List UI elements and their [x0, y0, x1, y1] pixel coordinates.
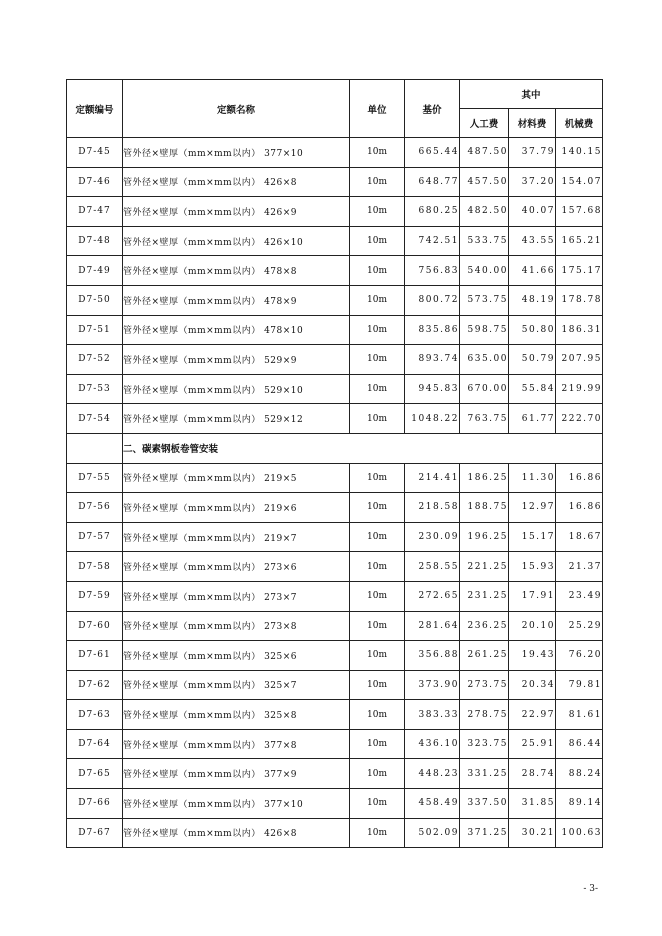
cell-material: 30.21: [509, 818, 556, 848]
cell-name: 管外径×壁厚（mm×mm以内） 325×7: [123, 670, 350, 700]
cell-machine: 186.31: [556, 315, 603, 345]
cell-base-price: 272.65: [405, 581, 460, 611]
cell-labor: 186.25: [460, 463, 509, 493]
cell-code: D7-47: [67, 197, 123, 227]
section-header-row-group: [67, 433, 603, 463]
header-code: 定额编号: [67, 80, 123, 138]
cell-machine: 88.24: [556, 759, 603, 789]
cell-machine: 86.44: [556, 729, 603, 759]
cell-base-price: 945.83: [405, 374, 460, 404]
cell-name: 管外径×壁厚（mm×mm以内） 478×9: [123, 285, 350, 315]
cell-base-price: 502.09: [405, 818, 460, 848]
cell-labor: 331.25: [460, 759, 509, 789]
cell-material: 61.77: [509, 404, 556, 434]
cell-name: 管外径×壁厚（mm×mm以内） 529×9: [123, 345, 350, 375]
cell-labor: 188.75: [460, 493, 509, 523]
cell-material: 43.55: [509, 226, 556, 256]
cell-base-price: 742.51: [405, 226, 460, 256]
cell-name: 管外径×壁厚（mm×mm以内） 325×8: [123, 700, 350, 730]
cell-code: D7-55: [67, 463, 123, 493]
cell-base-price: 373.90: [405, 670, 460, 700]
header-material: 材料费: [509, 109, 556, 138]
cell-labor: 573.75: [460, 285, 509, 315]
cell-material: 28.74: [509, 759, 556, 789]
table-row: [67, 404, 603, 434]
table-row: [67, 759, 603, 789]
cell-material: 22.97: [509, 700, 556, 730]
table-row: [67, 581, 603, 611]
cell-material: 11.30: [509, 463, 556, 493]
cell-unit: 10m: [350, 641, 405, 671]
table-row: [67, 700, 603, 730]
cell-name: 管外径×壁厚（mm×mm以内） 325×6: [123, 641, 350, 671]
cell-labor: 533.75: [460, 226, 509, 256]
cell-code: D7-56: [67, 493, 123, 523]
cell-material: 20.10: [509, 611, 556, 641]
cell-base-price: 230.09: [405, 522, 460, 552]
cell-machine: 16.86: [556, 463, 603, 493]
cell-name: 管外径×壁厚（mm×mm以内） 426×10: [123, 226, 350, 256]
cell-material: 50.80: [509, 315, 556, 345]
cell-code: D7-52: [67, 345, 123, 375]
cell-machine: 219.99: [556, 374, 603, 404]
cell-labor: 231.25: [460, 581, 509, 611]
cell-code: D7-48: [67, 226, 123, 256]
cell-labor: 278.75: [460, 700, 509, 730]
cell-unit: 10m: [350, 138, 405, 168]
cell-unit: 10m: [350, 670, 405, 700]
cell-name: 管外径×壁厚（mm×mm以内） 426×8: [123, 167, 350, 197]
cell-unit: 10m: [350, 789, 405, 819]
cell-machine: 175.17: [556, 256, 603, 286]
section-spacer: [67, 433, 123, 463]
header-labor: 人工费: [460, 109, 509, 138]
table-row: [67, 789, 603, 819]
cell-code: D7-65: [67, 759, 123, 789]
table-row: [67, 197, 603, 227]
table-header: [67, 80, 603, 138]
cell-machine: 23.49: [556, 581, 603, 611]
cell-machine: 222.70: [556, 404, 603, 434]
cell-machine: 18.67: [556, 522, 603, 552]
table-body-section-b: [67, 463, 603, 848]
table-row: [67, 611, 603, 641]
cell-material: 55.84: [509, 374, 556, 404]
cell-unit: 10m: [350, 285, 405, 315]
cell-code: D7-66: [67, 789, 123, 819]
cell-base-price: 680.25: [405, 197, 460, 227]
cell-labor: 670.00: [460, 374, 509, 404]
cell-machine: 81.61: [556, 700, 603, 730]
cell-unit: 10m: [350, 404, 405, 434]
table-row: [67, 285, 603, 315]
cell-name: 管外径×壁厚（mm×mm以内） 426×9: [123, 197, 350, 227]
cell-unit: 10m: [350, 581, 405, 611]
cell-material: 25.91: [509, 729, 556, 759]
cell-labor: 221.25: [460, 552, 509, 582]
cell-machine: 154.07: [556, 167, 603, 197]
cell-machine: 140.15: [556, 138, 603, 168]
cell-machine: 79.81: [556, 670, 603, 700]
table-row: [67, 256, 603, 286]
cell-code: D7-53: [67, 374, 123, 404]
cell-base-price: 648.77: [405, 167, 460, 197]
cell-base-price: 800.72: [405, 285, 460, 315]
cell-base-price: 458.49: [405, 789, 460, 819]
cell-base-price: 665.44: [405, 138, 460, 168]
cell-code: D7-63: [67, 700, 123, 730]
cell-unit: 10m: [350, 463, 405, 493]
section-header-row: [67, 433, 603, 463]
cell-code: D7-57: [67, 522, 123, 552]
cell-material: 37.20: [509, 167, 556, 197]
cell-labor: 763.75: [460, 404, 509, 434]
table-row: [67, 522, 603, 552]
header-unit: 单位: [350, 80, 405, 138]
table-row: [67, 226, 603, 256]
table-row: [67, 138, 603, 168]
cell-unit: 10m: [350, 729, 405, 759]
cell-code: D7-58: [67, 552, 123, 582]
header-base-price: 基价: [405, 80, 460, 138]
cell-material: 15.17: [509, 522, 556, 552]
cell-material: 12.97: [509, 493, 556, 523]
cell-machine: 76.20: [556, 641, 603, 671]
cell-name: 管外径×壁厚（mm×mm以内） 377×9: [123, 759, 350, 789]
header-of-which: 其中: [460, 80, 603, 109]
cell-machine: 178.78: [556, 285, 603, 315]
cell-machine: 207.95: [556, 345, 603, 375]
quota-table: [66, 79, 603, 848]
cell-labor: 273.75: [460, 670, 509, 700]
cell-machine: 16.86: [556, 493, 603, 523]
cell-labor: 457.50: [460, 167, 509, 197]
cell-labor: 635.00: [460, 345, 509, 375]
cell-unit: 10m: [350, 197, 405, 227]
header-name: 定额名称: [123, 80, 350, 138]
cell-code: D7-61: [67, 641, 123, 671]
cell-machine: 165.21: [556, 226, 603, 256]
cell-base-price: 356.88: [405, 641, 460, 671]
cell-unit: 10m: [350, 818, 405, 848]
cell-name: 管外径×壁厚（mm×mm以内） 219×5: [123, 463, 350, 493]
cell-code: D7-64: [67, 729, 123, 759]
cell-material: 17.91: [509, 581, 556, 611]
cell-code: D7-60: [67, 611, 123, 641]
table-row: [67, 463, 603, 493]
header-machine: 机械费: [556, 109, 603, 138]
cell-labor: 236.25: [460, 611, 509, 641]
cell-base-price: 436.10: [405, 729, 460, 759]
cell-name: 管外径×壁厚（mm×mm以内） 377×10: [123, 789, 350, 819]
cell-code: D7-67: [67, 818, 123, 848]
cell-name: 管外径×壁厚（mm×mm以内） 219×7: [123, 522, 350, 552]
table-row: [67, 729, 603, 759]
table-row: [67, 493, 603, 523]
cell-code: D7-62: [67, 670, 123, 700]
cell-code: D7-46: [67, 167, 123, 197]
cell-unit: 10m: [350, 552, 405, 582]
cell-name: 管外径×壁厚（mm×mm以内） 377×8: [123, 729, 350, 759]
cell-machine: 100.63: [556, 818, 603, 848]
cell-name: 管外径×壁厚（mm×mm以内） 273×7: [123, 581, 350, 611]
table-row: [67, 641, 603, 671]
table-row: [67, 167, 603, 197]
cell-base-price: 893.74: [405, 345, 460, 375]
cell-material: 41.66: [509, 256, 556, 286]
cell-material: 37.79: [509, 138, 556, 168]
cell-machine: 25.29: [556, 611, 603, 641]
cell-name: 管外径×壁厚（mm×mm以内） 377×10: [123, 138, 350, 168]
cell-labor: 323.75: [460, 729, 509, 759]
cell-labor: 371.25: [460, 818, 509, 848]
cell-material: 50.79: [509, 345, 556, 375]
cell-material: 40.07: [509, 197, 556, 227]
cell-base-price: 218.58: [405, 493, 460, 523]
cell-unit: 10m: [350, 700, 405, 730]
cell-machine: 89.14: [556, 789, 603, 819]
cell-unit: 10m: [350, 256, 405, 286]
cell-labor: 337.50: [460, 789, 509, 819]
cell-code: D7-49: [67, 256, 123, 286]
page-number: - 3-: [583, 884, 598, 894]
table-row: [67, 345, 603, 375]
cell-material: 48.19: [509, 285, 556, 315]
cell-name: 管外径×壁厚（mm×mm以内） 529×10: [123, 374, 350, 404]
cell-code: D7-59: [67, 581, 123, 611]
cell-name: 管外径×壁厚（mm×mm以内） 219×6: [123, 493, 350, 523]
cell-base-price: 1048.22: [405, 404, 460, 434]
cell-code: D7-45: [67, 138, 123, 168]
cell-material: 31.85: [509, 789, 556, 819]
cell-unit: 10m: [350, 345, 405, 375]
cell-material: 20.34: [509, 670, 556, 700]
cell-base-price: 383.33: [405, 700, 460, 730]
cell-labor: 261.25: [460, 641, 509, 671]
cell-labor: 482.50: [460, 197, 509, 227]
cell-code: D7-50: [67, 285, 123, 315]
cell-unit: 10m: [350, 611, 405, 641]
table-row: [67, 315, 603, 345]
cell-material: 15.93: [509, 552, 556, 582]
cell-name: 管外径×壁厚（mm×mm以内） 478×10: [123, 315, 350, 345]
table-row: [67, 374, 603, 404]
cell-machine: 157.68: [556, 197, 603, 227]
table-body-section-a: [67, 138, 603, 434]
section-title: 二、碳素钢板卷管安装: [123, 433, 603, 463]
cell-name: 管外径×壁厚（mm×mm以内） 273×6: [123, 552, 350, 582]
cell-unit: 10m: [350, 167, 405, 197]
cell-material: 19.43: [509, 641, 556, 671]
cell-base-price: 214.41: [405, 463, 460, 493]
cell-unit: 10m: [350, 522, 405, 552]
cell-unit: 10m: [350, 226, 405, 256]
cell-name: 管外径×壁厚（mm×mm以内） 426×8: [123, 818, 350, 848]
cell-base-price: 448.23: [405, 759, 460, 789]
cell-unit: 10m: [350, 759, 405, 789]
cell-labor: 540.00: [460, 256, 509, 286]
cell-unit: 10m: [350, 493, 405, 523]
table-row: [67, 670, 603, 700]
cell-base-price: 756.83: [405, 256, 460, 286]
cell-name: 管外径×壁厚（mm×mm以内） 529×12: [123, 404, 350, 434]
cell-labor: 487.50: [460, 138, 509, 168]
table-row: [67, 818, 603, 848]
table-row: [67, 552, 603, 582]
cell-unit: 10m: [350, 315, 405, 345]
cell-unit: 10m: [350, 374, 405, 404]
cell-name: 管外径×壁厚（mm×mm以内） 478×8: [123, 256, 350, 286]
cell-labor: 196.25: [460, 522, 509, 552]
cell-name: 管外径×壁厚（mm×mm以内） 273×8: [123, 611, 350, 641]
cell-base-price: 258.55: [405, 552, 460, 582]
cell-labor: 598.75: [460, 315, 509, 345]
cell-base-price: 835.86: [405, 315, 460, 345]
cell-code: D7-51: [67, 315, 123, 345]
cell-base-price: 281.64: [405, 611, 460, 641]
cell-code: D7-54: [67, 404, 123, 434]
cell-machine: 21.37: [556, 552, 603, 582]
